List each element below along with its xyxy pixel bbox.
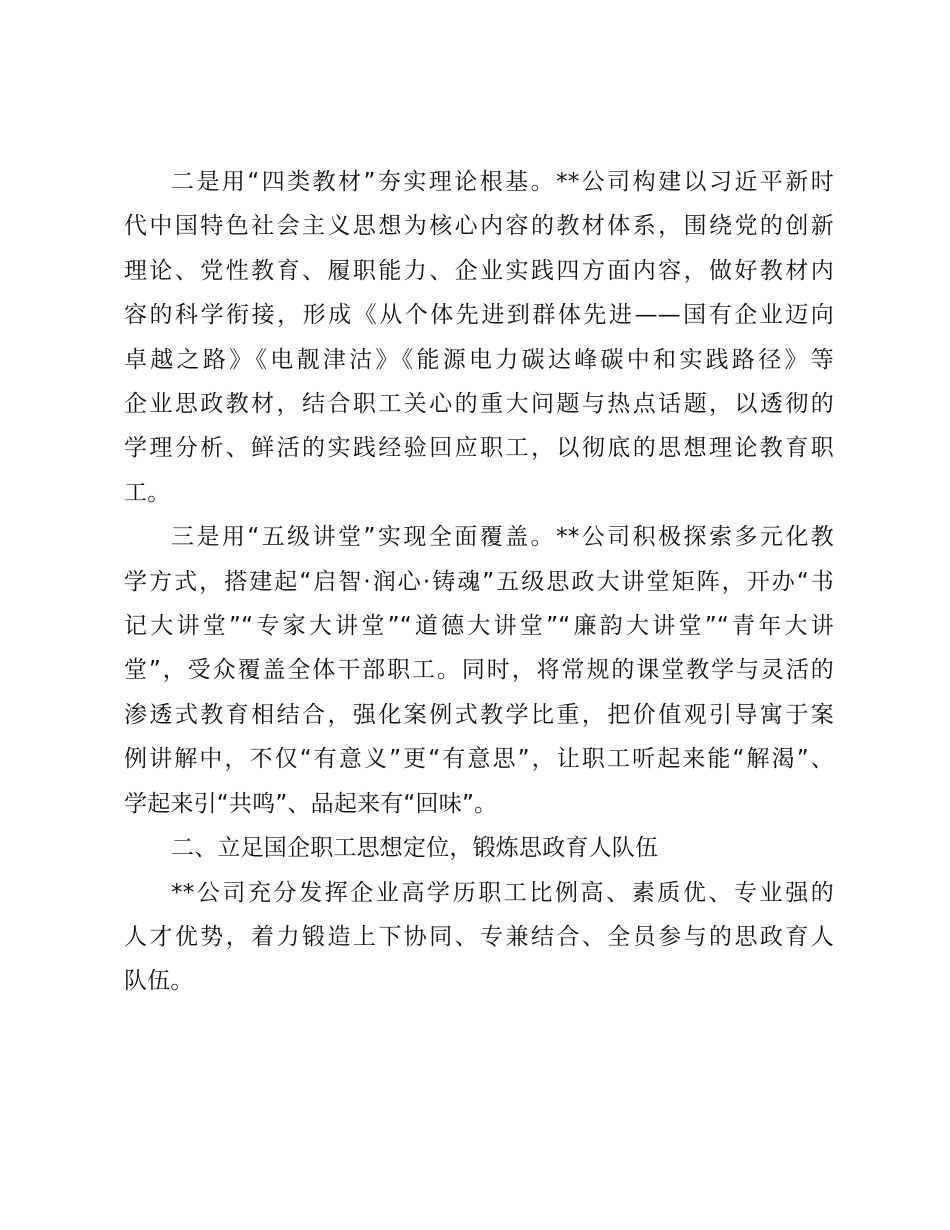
paragraph-line: 理论、党性教育、履职能力、企业实践四方面内容，做好教材内	[124, 257, 834, 284]
paragraph-line: 队伍。	[124, 968, 194, 995]
paragraph-line: 渗透式教育相结合，强化案例式教学比重，把价值观引导寓于案	[124, 701, 834, 728]
paragraph-line: 学起来引“共鸣”、品起来有“回味”。	[124, 790, 498, 817]
paragraph-line: 堂”，受众覆盖全体干部职工。同时，将常规的课堂教学与灵活的	[124, 657, 834, 684]
paragraph-line: 工。	[124, 479, 171, 506]
paragraph-line: 人才优势，着力锻造上下协同、专兼结合、全员参与的思政育人	[124, 923, 834, 950]
paragraph-textbooks	[124, 160, 834, 515]
section-heading	[124, 826, 834, 870]
paragraph-talent-team	[124, 871, 834, 1004]
paragraph-line: 容的科学衔接，形成《从个体先进到群体先进——国有企业迈向	[124, 302, 834, 329]
paragraph-lecture-halls	[124, 515, 834, 826]
paragraph-line: 三是用“五级讲堂”实现全面覆盖。**公司积极探索多元化教	[171, 524, 834, 551]
document-body	[124, 160, 834, 1004]
paragraph-line: 例讲解中，不仅“有意义”更“有意思”，让职工听起来能“解渴”、	[124, 746, 834, 773]
paragraph-line: 记大讲堂”“专家大讲堂”“道德大讲堂”“廉韵大讲堂”“青年大讲	[124, 613, 834, 640]
paragraph-line: 企业思政教材，结合职工关心的重大问题与热点话题，以透彻的	[124, 391, 834, 418]
paragraph-line: 学理分析、鲜活的实践经验回应职工，以彻底的思想理论教育职	[124, 435, 834, 462]
section-heading-text: 二、立足国企职工思想定位，锻炼思政育人队伍	[171, 835, 659, 862]
paragraph-line: 二是用“四类教材”夯实理论根基。**公司构建以习近平新时	[171, 169, 834, 195]
paragraph-line: 卓越之路》《电靓津沽》《能源电力碳达峰碳中和实践路径》等	[124, 346, 834, 373]
paragraph-line: 代中国特色社会主义思想为核心内容的教材体系，围绕党的创新	[124, 213, 834, 240]
paragraph-line: 学方式，搭建起“启智·润心·铸魂”五级思政大讲堂矩阵，开办“书	[124, 568, 834, 595]
paragraph-line: **公司充分发挥企业高学历职工比例高、素质优、专业强的	[171, 879, 834, 906]
